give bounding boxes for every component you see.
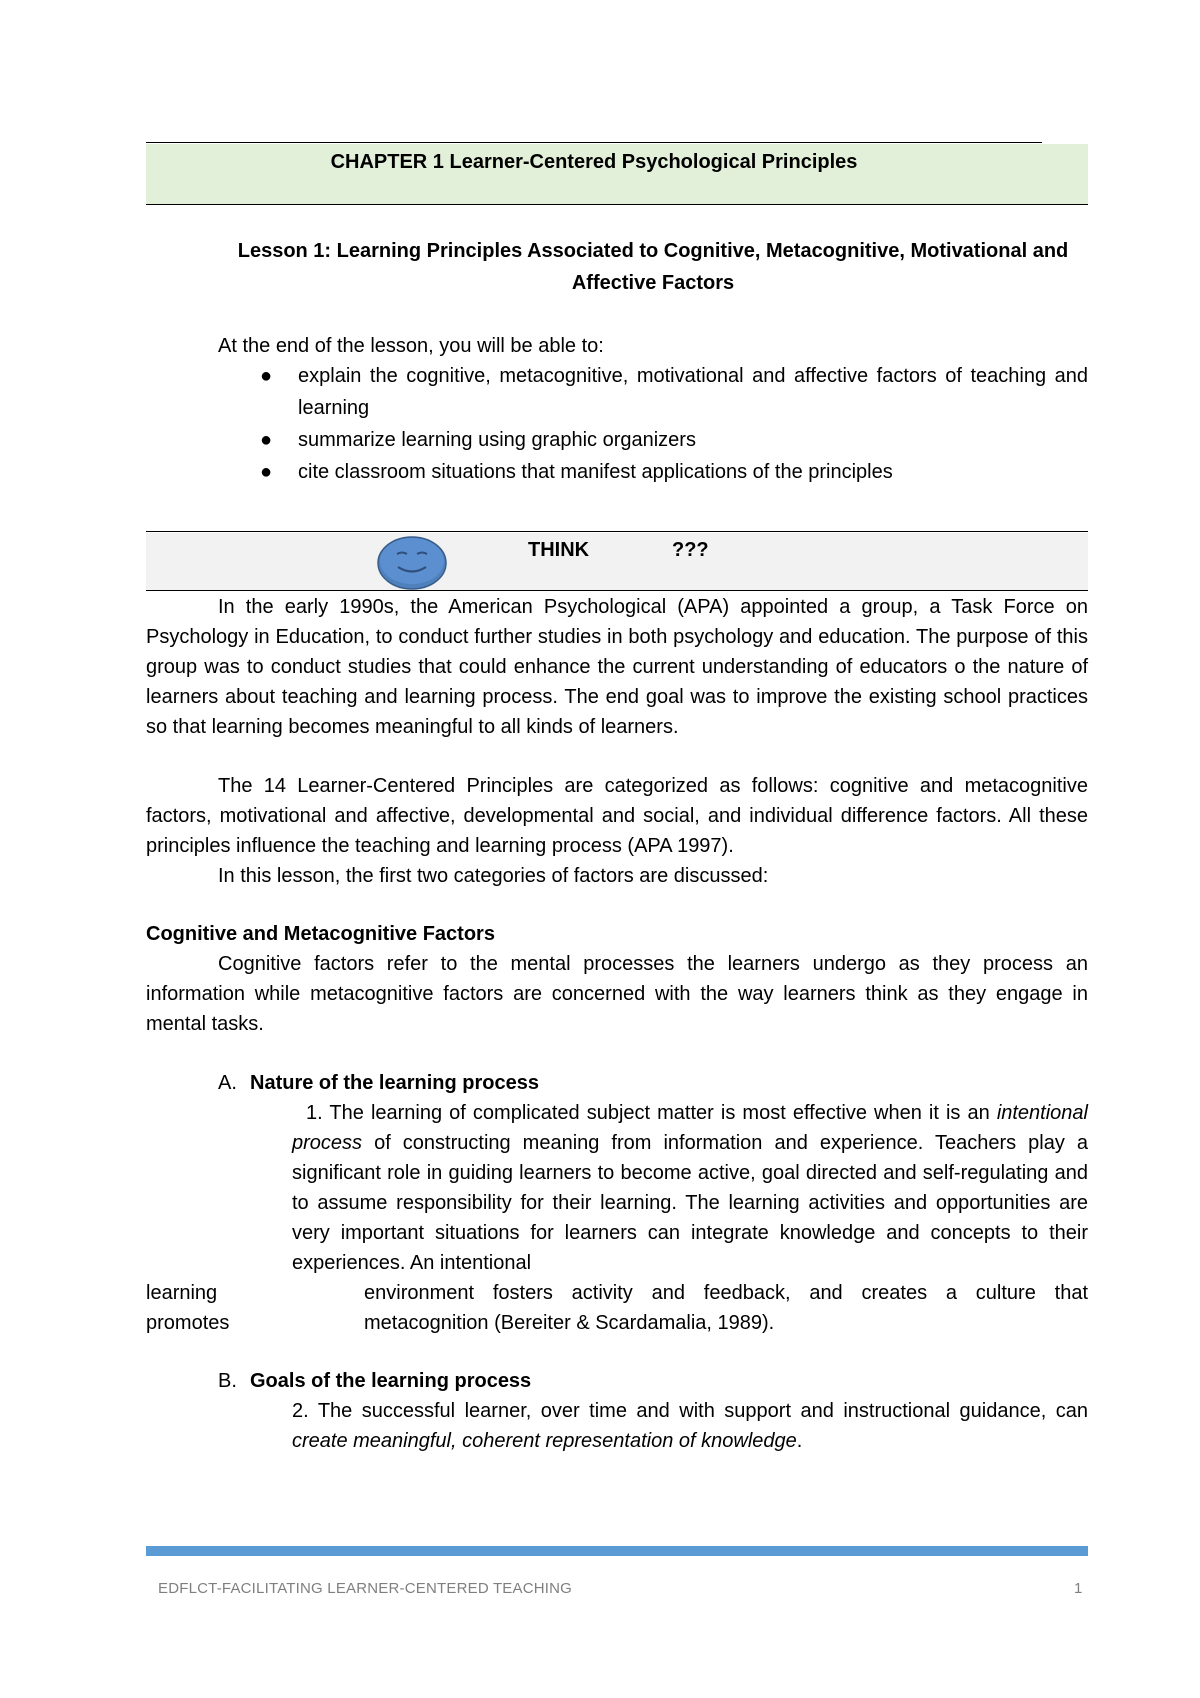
subsection-title: Goals of the learning process	[250, 1370, 532, 1392]
objectives-intro: At the end of the lesson, you will be able to:	[218, 335, 604, 357]
hanging-label-promotes: promotes	[146, 1312, 230, 1334]
subsection-letter: A.	[218, 1072, 237, 1094]
lesson-title	[218, 235, 1088, 299]
subsection-a-heading	[218, 1068, 539, 1098]
principle-number: 1.	[306, 1102, 323, 1124]
objective-text: explain the cognitive, metacognitive, motivational and affective factors of teaching and learning	[298, 365, 1088, 419]
think-question-marks: ???	[672, 539, 709, 561]
think-top-rule	[146, 531, 1088, 532]
hanging-text-2: metacognition (Bereiter & Scardamalia, 1989).	[364, 1312, 775, 1334]
objective-text: cite classroom situations that manifest applications of the principles	[298, 461, 893, 483]
subsection-title: Nature of the learning process	[250, 1072, 539, 1094]
principle-number: 2.	[292, 1400, 309, 1422]
think-banner	[146, 533, 1088, 591]
hanging-text-1: environment fosters activity and feedback, and creates a culture that	[364, 1282, 1088, 1304]
paragraph-cognitive-factors: Cognitive factors refer to the mental processes the learners undergo as they process an information while metacognitive factors are concerned with the way learners think as they engage in mental tasks.	[146, 953, 1088, 1035]
chapter-title: CHAPTER 1 Learner-Centered Psychological Principles	[330, 151, 858, 173]
objective-text: summarize learning using graphic organizers	[298, 429, 696, 451]
paragraph-apa-task-force: In the early 1990s, the American Psychological (APA) appointed a group, a Task Force on Psychology in Education, to conduct further studies in both psychology and education. The purpose of this group was to conduct studies that could enhance the current understanding of educators o the nature of learners about teaching and learning process. The end goal was to improve the existing school practices so that learning becomes meaningful to all kinds of learners.	[146, 596, 1088, 738]
principle-text-end: of constructing meaning from information and experience. Teachers play a significant role in guiding learners to become active, goal directed and self-regulating and to assume responsibility for their learning. The learning activities and opportunities are very important situations for learners can integrate knowledge and concepts to their experiences. An intentional	[292, 1132, 1088, 1274]
principle-2-text	[292, 1396, 1088, 1456]
principle-text-start: The learning of complicated subject matter is most effective when it is an	[329, 1102, 990, 1124]
paragraph-lesson-scope: In this lesson, the first two categories of factors are discussed:	[218, 865, 769, 887]
lesson-title-line-1: Lesson 1: Learning Principles Associated to Cognitive, Metacognitive, Motivational and	[237, 240, 1069, 262]
smiley-face-icon	[376, 534, 448, 590]
principle-text-start: The successful learner, over time and with support and instructional guidance, can	[317, 1400, 1088, 1422]
principle-emphasis: intentional process	[292, 1102, 1088, 1154]
subsection-b-heading	[218, 1366, 531, 1396]
paragraph-principles-categories: The 14 Learner-Centered Principles are categorized as follows: cognitive and metacognitive factors, motivational and affective, developmental and social, and individual difference factors. All these principles influence the teaching and learning process (APA 1997).	[146, 775, 1088, 857]
list-item	[218, 456, 1088, 488]
bullet-icon: ●	[260, 461, 273, 483]
list-item	[218, 360, 1088, 424]
list-item	[218, 424, 1088, 456]
section-heading: Cognitive and Metacognitive Factors	[146, 923, 495, 945]
think-label: THINK	[528, 539, 590, 561]
principle-1-text	[292, 1098, 1088, 1278]
chapter-top-rule	[146, 142, 1042, 143]
hanging-label-learning: learning	[146, 1282, 218, 1304]
lesson-title-line-2: Affective Factors	[571, 272, 735, 294]
footer-bar	[146, 1546, 1088, 1556]
page-number: 1	[1074, 1580, 1083, 1597]
principle-emphasis: create meaningful, coherent representation of knowledge	[292, 1430, 797, 1452]
bullet-icon: ●	[260, 429, 273, 451]
objectives-list	[218, 360, 1088, 488]
principle-text-end: .	[796, 1430, 803, 1452]
subsection-letter: B.	[218, 1370, 237, 1392]
bullet-icon: ●	[260, 365, 273, 387]
footer-course-title: EDFLCT-FACILITATING LEARNER-CENTERED TEACHING	[158, 1580, 573, 1597]
